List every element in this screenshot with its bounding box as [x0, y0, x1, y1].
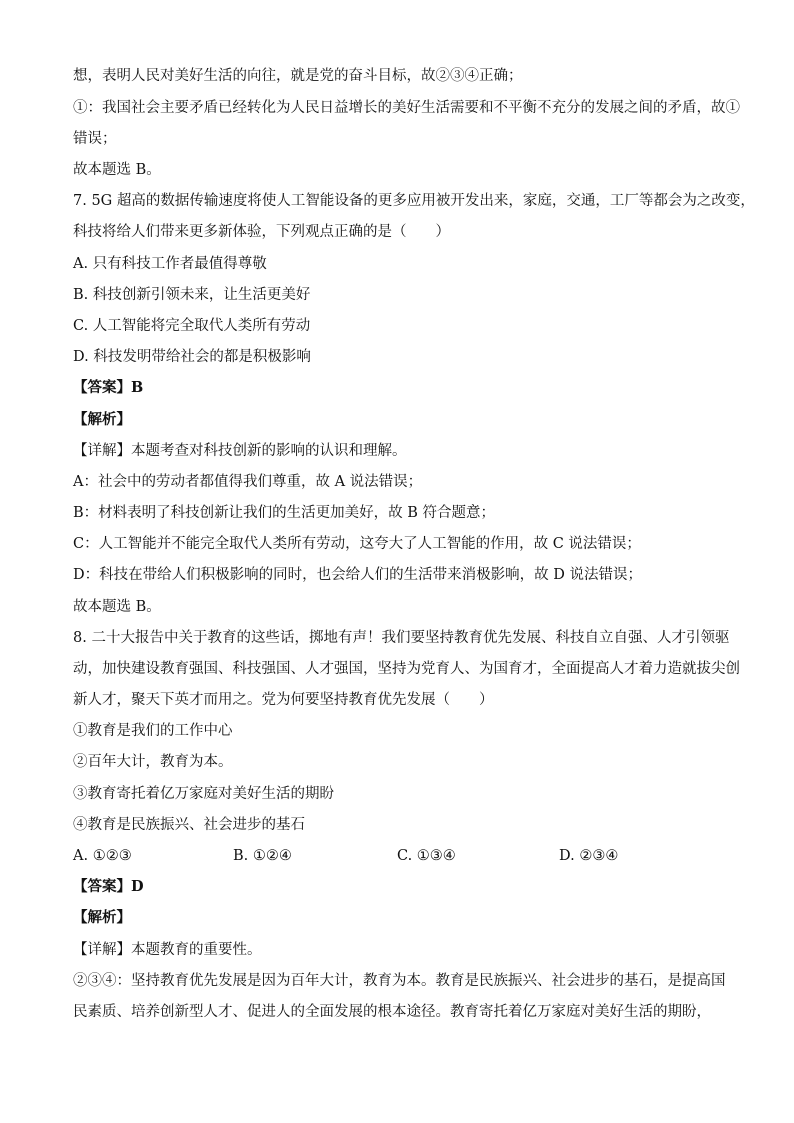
text-line: 想，表明人民对美好生活的向往，就是党的奋斗目标，故②③④正确； [73, 68, 523, 84]
question-8-stem: 动，加快建设教育强国、科技强国、人才强国，坚持为党育人、为国育才，全面提高人才着力造就拔尖创 [73, 661, 740, 677]
answer-label: 【答案】D [73, 878, 144, 895]
analysis-label: 【解析】 [73, 909, 131, 926]
text-line: ①：我国社会主要矛盾已经转化为人民日益增长的美好生活需要和不平衡不充分的发展之间的矛盾，故① [73, 100, 740, 116]
statement-item: ③教育寄托着亿万家庭对美好生活的期盼 [73, 786, 334, 802]
question-7-option-d: D. 科技发明带给社会的都是积极影响 [73, 349, 311, 365]
text-line: 故本题选 B。 [73, 162, 161, 178]
question-7-stem: 科技将给人们带来更多新体验，下列观点正确的是（ ） [73, 224, 450, 240]
question-7-option-a: A. 只有科技工作者最值得尊敬 [73, 256, 267, 272]
detail-line: 【详解】本题考查对科技创新的影响的认识和理解。 [73, 443, 407, 459]
choice-a: A. ①②③ [73, 848, 132, 864]
conclusion-line: 故本题选 B。 [73, 599, 161, 615]
explanation-line: D：科技在带给人们积极影响的同时，也会给人们的生活带来消极影响，故 D 说法错误； [73, 567, 642, 583]
choice-c: C. ①③④ [397, 848, 456, 864]
question-7-option-b: B. 科技创新引领未来，让生活更美好 [73, 287, 311, 303]
explanation-line: B：材料表明了科技创新让我们的生活更加美好，故 B 符合题意； [73, 505, 496, 521]
detail-line: 【详解】本题教育的重要性。 [73, 942, 262, 958]
explanation-line: ②③④：坚持教育优先发展是因为百年大计，教育为本。教育是民族振兴、社会进步的基石，是提高国 [73, 973, 726, 989]
question-7-option-c: C. 人工智能将完全取代人类所有劳动 [73, 318, 311, 334]
analysis-label: 【解析】 [73, 411, 131, 428]
question-8-choices [73, 846, 733, 866]
explanation-line: A：社会中的劳动者都值得我们尊重，故 A 说法错误； [73, 474, 423, 490]
answer-label: 【答案】B [73, 379, 144, 396]
question-7-stem: 7. 5G 超高的数据传输速度将使人工智能设备的更多应用被开发出来，家庭，交通，工厂等都会为之改变， [73, 193, 755, 209]
choice-d: D. ②③④ [559, 848, 619, 864]
explanation-line: C：人工智能并不能完全取代人类所有劳动，这夸大了人工智能的作用，故 C 说法错误； [73, 536, 641, 552]
statement-item: ④教育是民族振兴、社会进步的基石 [73, 817, 305, 833]
question-8-stem: 8. 二十大报告中关于教育的这些话，掷地有声！我们要坚持教育优先发展、科技自立自强、人才引领驱 [73, 630, 730, 646]
question-8-stem: 新人才，聚天下英才而用之。党为何要坚持教育优先发展（ ） [73, 692, 494, 708]
choice-b: B. ①②④ [233, 848, 292, 864]
statement-item: ①教育是我们的工作中心 [73, 723, 233, 739]
statement-item: ②百年大计，教育为本。 [73, 754, 233, 770]
text-line: 错误； [73, 131, 117, 147]
explanation-line: 民素质、培养创新型人才、促进人的全面发展的根本途径。教育寄托着亿万家庭对美好生活的期盼， [73, 1004, 711, 1020]
